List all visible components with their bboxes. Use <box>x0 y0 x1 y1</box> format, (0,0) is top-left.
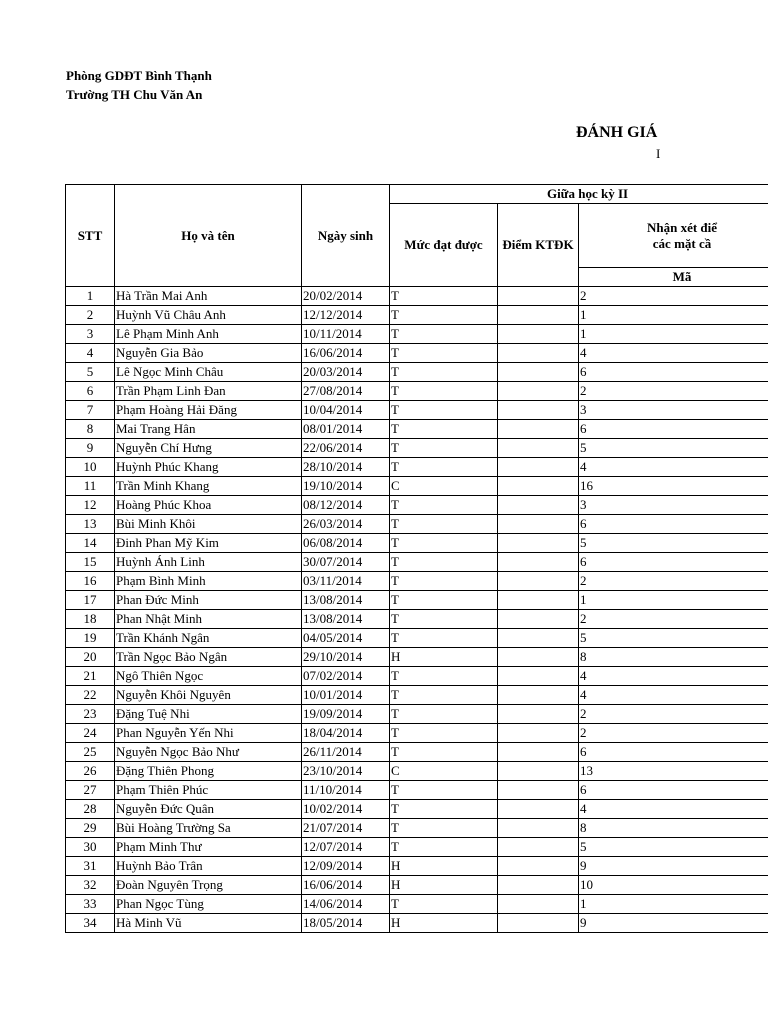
student-name-cell: Nguyễn Khôi Nguyên <box>115 686 302 705</box>
table-row <box>66 781 768 800</box>
achievement-level-cell: T <box>390 572 498 591</box>
row-number-cell: 21 <box>66 667 115 686</box>
table-row <box>66 439 768 458</box>
birth-date-cell: 13/08/2014 <box>302 610 390 629</box>
header-stt: STT <box>66 185 115 287</box>
row-number-cell: 3 <box>66 325 115 344</box>
student-name-cell: Phan Nguyễn Yến Nhi <box>115 724 302 743</box>
row-number-cell: 16 <box>66 572 115 591</box>
comment-code-cell: 1 <box>579 895 768 914</box>
table-row <box>66 401 768 420</box>
test-score-cell <box>498 667 579 686</box>
test-score-cell <box>498 496 579 515</box>
table-row <box>66 591 768 610</box>
table-row <box>66 705 768 724</box>
birth-date-cell: 08/12/2014 <box>302 496 390 515</box>
test-score-cell <box>498 857 579 876</box>
header-comments-line1: Nhận xét điể <box>646 219 718 235</box>
student-name-cell: Đặng Thiên Phong <box>115 762 302 781</box>
birth-date-cell: 12/07/2014 <box>302 838 390 857</box>
comment-code-cell: 5 <box>579 534 768 553</box>
row-number-cell: 29 <box>66 819 115 838</box>
student-name-cell: Trần Minh Khang <box>115 477 302 496</box>
student-name-cell: Phan Nhật Minh <box>115 610 302 629</box>
header-comments-line2: các mặt cầ <box>652 235 712 251</box>
comment-code-cell: 6 <box>579 515 768 534</box>
birth-date-cell: 16/06/2014 <box>302 344 390 363</box>
achievement-level-cell: T <box>390 781 498 800</box>
achievement-level-cell: T <box>390 496 498 515</box>
achievement-level-cell: T <box>390 439 498 458</box>
achievement-level-cell: T <box>390 344 498 363</box>
row-number-cell: 18 <box>66 610 115 629</box>
student-name-cell: Huỳnh Vũ Châu Anh <box>115 306 302 325</box>
achievement-level-cell: T <box>390 363 498 382</box>
row-number-cell: 6 <box>66 382 115 401</box>
birth-date-cell: 06/08/2014 <box>302 534 390 553</box>
row-number-cell: 31 <box>66 857 115 876</box>
document-subtitle: I <box>656 146 661 161</box>
document-title: ĐÁNH GIÁ <box>576 124 658 141</box>
achievement-level-cell: T <box>390 800 498 819</box>
school-name: Trường TH Chu Văn An <box>66 87 203 102</box>
row-number-cell: 9 <box>66 439 115 458</box>
comment-code-cell: 4 <box>579 667 768 686</box>
comment-code-cell: 5 <box>579 629 768 648</box>
comment-code-cell: 2 <box>579 382 768 401</box>
school-header <box>66 66 212 104</box>
row-number-cell: 19 <box>66 629 115 648</box>
achievement-level-cell: H <box>390 857 498 876</box>
achievement-level-cell: T <box>390 629 498 648</box>
test-score-cell <box>498 458 579 477</box>
comment-code-cell: 6 <box>579 420 768 439</box>
comment-code-cell: 2 <box>579 287 768 306</box>
row-number-cell: 23 <box>66 705 115 724</box>
test-score-cell <box>498 724 579 743</box>
birth-date-cell: 18/05/2014 <box>302 914 390 933</box>
student-name-cell: Nguyễn Ngọc Bảo Như <box>115 743 302 762</box>
table-row <box>66 648 768 667</box>
test-score-cell <box>498 914 579 933</box>
student-name-cell: Phan Ngọc Tùng <box>115 895 302 914</box>
comment-code-cell: 3 <box>579 496 768 515</box>
table-row <box>66 553 768 572</box>
achievement-level-cell: T <box>390 724 498 743</box>
table-row <box>66 572 768 591</box>
student-name-cell: Bùi Hoàng Trường Sa <box>115 819 302 838</box>
row-number-cell: 32 <box>66 876 115 895</box>
row-number-cell: 11 <box>66 477 115 496</box>
achievement-level-cell: T <box>390 743 498 762</box>
header-row-1 <box>66 185 768 204</box>
test-score-cell <box>498 325 579 344</box>
achievement-level-cell: T <box>390 705 498 724</box>
birth-date-cell: 21/07/2014 <box>302 819 390 838</box>
table-row <box>66 857 768 876</box>
achievement-level-cell: T <box>390 686 498 705</box>
table-row <box>66 287 768 306</box>
birth-date-cell: 14/06/2014 <box>302 895 390 914</box>
achievement-level-cell: T <box>390 838 498 857</box>
birth-date-cell: 29/10/2014 <box>302 648 390 667</box>
comment-code-cell: 6 <box>579 743 768 762</box>
achievement-level-cell: H <box>390 648 498 667</box>
row-number-cell: 28 <box>66 800 115 819</box>
test-score-cell <box>498 363 579 382</box>
test-score-cell <box>498 876 579 895</box>
comment-code-cell: 1 <box>579 306 768 325</box>
comment-code-cell: 5 <box>579 439 768 458</box>
comment-code-cell: 6 <box>579 553 768 572</box>
row-number-cell: 33 <box>66 895 115 914</box>
comment-code-cell: 9 <box>579 857 768 876</box>
student-name-cell: Lê Phạm Minh Anh <box>115 325 302 344</box>
test-score-cell <box>498 306 579 325</box>
test-score-cell <box>498 287 579 306</box>
student-name-cell: Huỳnh Bảo Trân <box>115 857 302 876</box>
achievement-level-cell: T <box>390 610 498 629</box>
birth-date-cell: 28/10/2014 <box>302 458 390 477</box>
row-number-cell: 17 <box>66 591 115 610</box>
test-score-cell <box>498 477 579 496</box>
grades-table <box>65 184 768 933</box>
comment-code-cell: 4 <box>579 344 768 363</box>
test-score-cell <box>498 819 579 838</box>
table-row <box>66 534 768 553</box>
birth-date-cell: 10/04/2014 <box>302 401 390 420</box>
birth-date-cell: 22/06/2014 <box>302 439 390 458</box>
achievement-level-cell: T <box>390 819 498 838</box>
student-name-cell: Nguyễn Đức Quân <box>115 800 302 819</box>
row-number-cell: 10 <box>66 458 115 477</box>
table-row <box>66 515 768 534</box>
student-name-cell: Phạm Bình Minh <box>115 572 302 591</box>
birth-date-cell: 10/01/2014 <box>302 686 390 705</box>
test-score-cell <box>498 420 579 439</box>
table-row <box>66 819 768 838</box>
achievement-level-cell: T <box>390 553 498 572</box>
student-name-cell: Lê Ngọc Minh Châu <box>115 363 302 382</box>
row-number-cell: 25 <box>66 743 115 762</box>
test-score-cell <box>498 610 579 629</box>
student-name-cell: Đinh Phan Mỹ Kim <box>115 534 302 553</box>
birth-date-cell: 08/01/2014 <box>302 420 390 439</box>
table-row <box>66 458 768 477</box>
comment-code-cell: 5 <box>579 838 768 857</box>
test-score-cell <box>498 686 579 705</box>
achievement-level-cell: C <box>390 477 498 496</box>
table-row <box>66 762 768 781</box>
test-score-cell <box>498 515 579 534</box>
student-name-cell: Mai Trang Hân <box>115 420 302 439</box>
test-score-cell <box>498 895 579 914</box>
row-number-cell: 30 <box>66 838 115 857</box>
birth-date-cell: 20/03/2014 <box>302 363 390 382</box>
row-number-cell: 14 <box>66 534 115 553</box>
student-name-cell: Trần Ngọc Bảo Ngân <box>115 648 302 667</box>
test-score-cell <box>498 705 579 724</box>
achievement-level-cell: T <box>390 515 498 534</box>
test-score-cell <box>498 382 579 401</box>
row-number-cell: 22 <box>66 686 115 705</box>
header-midterm-group: Giữa học kỳ II <box>390 185 768 204</box>
test-score-cell <box>498 781 579 800</box>
row-number-cell: 12 <box>66 496 115 515</box>
birth-date-cell: 27/08/2014 <box>302 382 390 401</box>
header-level: Mức đạt được <box>390 204 498 287</box>
achievement-level-cell: H <box>390 914 498 933</box>
birth-date-cell: 16/06/2014 <box>302 876 390 895</box>
comment-code-cell: 2 <box>579 572 768 591</box>
achievement-level-cell: T <box>390 382 498 401</box>
test-score-cell <box>498 439 579 458</box>
header-comments <box>579 204 768 268</box>
row-number-cell: 8 <box>66 420 115 439</box>
comment-code-cell: 1 <box>579 591 768 610</box>
student-name-cell: Hà Trần Mai Anh <box>115 287 302 306</box>
comment-code-cell: 8 <box>579 648 768 667</box>
table-row <box>66 344 768 363</box>
student-name-cell: Nguyễn Chí Hưng <box>115 439 302 458</box>
comment-code-cell: 2 <box>579 724 768 743</box>
student-name-cell: Hoàng Phúc Khoa <box>115 496 302 515</box>
table-row <box>66 743 768 762</box>
table-row <box>66 477 768 496</box>
row-number-cell: 24 <box>66 724 115 743</box>
row-number-cell: 13 <box>66 515 115 534</box>
test-score-cell <box>498 553 579 572</box>
header-score: Điểm KTĐK <box>498 204 579 287</box>
test-score-cell <box>498 743 579 762</box>
comment-code-cell: 10 <box>579 876 768 895</box>
test-score-cell <box>498 534 579 553</box>
comment-code-cell: 13 <box>579 762 768 781</box>
birth-date-cell: 10/11/2014 <box>302 325 390 344</box>
row-number-cell: 4 <box>66 344 115 363</box>
achievement-level-cell: T <box>390 667 498 686</box>
student-name-cell: Phan Đức Minh <box>115 591 302 610</box>
birth-date-cell: 23/10/2014 <box>302 762 390 781</box>
table-row <box>66 876 768 895</box>
birth-date-cell: 26/03/2014 <box>302 515 390 534</box>
achievement-level-cell: T <box>390 325 498 344</box>
test-score-cell <box>498 629 579 648</box>
department-name: Phòng GDĐT Bình Thạnh <box>66 68 212 83</box>
birth-date-cell: 11/10/2014 <box>302 781 390 800</box>
achievement-level-cell: C <box>390 762 498 781</box>
table-row <box>66 686 768 705</box>
row-number-cell: 20 <box>66 648 115 667</box>
student-name-cell: Ngô Thiên Ngọc <box>115 667 302 686</box>
birth-date-cell: 13/08/2014 <box>302 591 390 610</box>
test-score-cell <box>498 648 579 667</box>
student-name-cell: Trần Phạm Linh Đan <box>115 382 302 401</box>
birth-date-cell: 12/09/2014 <box>302 857 390 876</box>
header-name: Họ và tên <box>115 185 302 287</box>
comment-code-cell: 1 <box>579 325 768 344</box>
table-row <box>66 325 768 344</box>
student-name-cell: Phạm Thiên Phúc <box>115 781 302 800</box>
student-name-cell: Phạm Hoàng Hải Đăng <box>115 401 302 420</box>
test-score-cell <box>498 762 579 781</box>
student-name-cell: Hà Minh Vũ <box>115 914 302 933</box>
table-row <box>66 363 768 382</box>
comment-code-cell: 9 <box>579 914 768 933</box>
test-score-cell <box>498 838 579 857</box>
comment-code-cell: 8 <box>579 819 768 838</box>
student-name-cell: Đặng Tuệ Nhi <box>115 705 302 724</box>
table-row <box>66 914 768 933</box>
table-row <box>66 382 768 401</box>
birth-date-cell: 03/11/2014 <box>302 572 390 591</box>
student-name-cell: Bùi Minh Khôi <box>115 515 302 534</box>
grades-table-body <box>66 287 768 933</box>
birth-date-cell: 10/02/2014 <box>302 800 390 819</box>
achievement-level-cell: T <box>390 420 498 439</box>
comment-code-cell: 2 <box>579 705 768 724</box>
birth-date-cell: 20/02/2014 <box>302 287 390 306</box>
comment-code-cell: 16 <box>579 477 768 496</box>
row-number-cell: 15 <box>66 553 115 572</box>
header-dob: Ngày sinh <box>302 185 390 287</box>
test-score-cell <box>498 344 579 363</box>
table-row <box>66 420 768 439</box>
birth-date-cell: 04/05/2014 <box>302 629 390 648</box>
achievement-level-cell: T <box>390 591 498 610</box>
student-name-cell: Nguyễn Gia Bảo <box>115 344 302 363</box>
student-name-cell: Huỳnh Ánh Linh <box>115 553 302 572</box>
birth-date-cell: 18/04/2014 <box>302 724 390 743</box>
comment-code-cell: 4 <box>579 686 768 705</box>
test-score-cell <box>498 572 579 591</box>
achievement-level-cell: H <box>390 876 498 895</box>
birth-date-cell: 19/09/2014 <box>302 705 390 724</box>
test-score-cell <box>498 401 579 420</box>
table-row <box>66 496 768 515</box>
achievement-level-cell: T <box>390 287 498 306</box>
row-number-cell: 27 <box>66 781 115 800</box>
comment-code-cell: 4 <box>579 458 768 477</box>
table-row <box>66 724 768 743</box>
table-row <box>66 667 768 686</box>
achievement-level-cell: T <box>390 895 498 914</box>
row-number-cell: 2 <box>66 306 115 325</box>
achievement-level-cell: T <box>390 458 498 477</box>
comment-code-cell: 4 <box>579 800 768 819</box>
table-row <box>66 629 768 648</box>
row-number-cell: 26 <box>66 762 115 781</box>
comment-code-cell: 6 <box>579 781 768 800</box>
test-score-cell <box>498 591 579 610</box>
table-row <box>66 610 768 629</box>
achievement-level-cell: T <box>390 306 498 325</box>
student-name-cell: Phạm Minh Thư <box>115 838 302 857</box>
student-name-cell: Trần Khánh Ngân <box>115 629 302 648</box>
test-score-cell <box>498 800 579 819</box>
row-number-cell: 5 <box>66 363 115 382</box>
student-name-cell: Huỳnh Phúc Khang <box>115 458 302 477</box>
birth-date-cell: 07/02/2014 <box>302 667 390 686</box>
row-number-cell: 1 <box>66 287 115 306</box>
achievement-level-cell: T <box>390 401 498 420</box>
row-number-cell: 7 <box>66 401 115 420</box>
comment-code-cell: 3 <box>579 401 768 420</box>
birth-date-cell: 19/10/2014 <box>302 477 390 496</box>
header-code: Mã <box>579 268 768 287</box>
table-row <box>66 306 768 325</box>
birth-date-cell: 12/12/2014 <box>302 306 390 325</box>
birth-date-cell: 26/11/2014 <box>302 743 390 762</box>
birth-date-cell: 30/07/2014 <box>302 553 390 572</box>
row-number-cell: 34 <box>66 914 115 933</box>
achievement-level-cell: T <box>390 534 498 553</box>
table-row <box>66 895 768 914</box>
grades-table-container <box>65 184 768 944</box>
comment-code-cell: 6 <box>579 363 768 382</box>
student-name-cell: Đoàn Nguyên Trọng <box>115 876 302 895</box>
table-row <box>66 800 768 819</box>
table-row <box>66 838 768 857</box>
comment-code-cell: 2 <box>579 610 768 629</box>
